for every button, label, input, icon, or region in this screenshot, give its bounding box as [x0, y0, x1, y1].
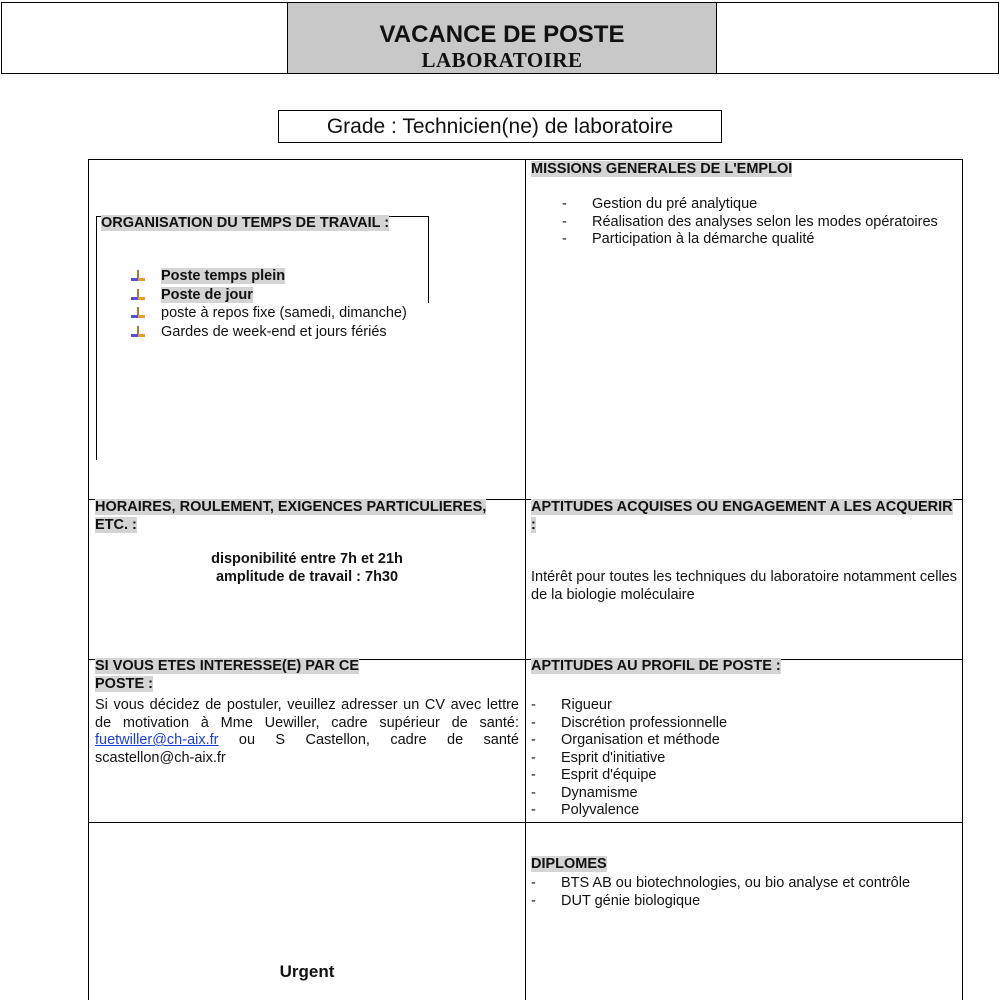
pin-bullet-icon [131, 289, 145, 301]
horaires-line-2: amplitude de travail : 7h30 [215, 568, 399, 585]
email-link[interactable]: fuetwiller@ch-aix.fr [95, 732, 219, 748]
organisation-section [101, 215, 421, 233]
diplome-item: - DUT génie biologique [531, 893, 957, 911]
diplomes-section [531, 856, 957, 874]
urgent-label: Urgent [279, 962, 335, 981]
header-subtitle: LABORATOIRE [421, 48, 583, 72]
diplome-item: - BTS AB ou biotechnologies, ou bio analyse et contrôle [531, 875, 957, 893]
horaires-section [95, 499, 519, 534]
aptitudes-profil-heading: APTITUDES AU PROFIL DE POSTE : [531, 658, 781, 674]
grade-box: Grade : Technicien(ne) de laboratoire [278, 110, 722, 143]
header-title: VACANCE DE POSTE [379, 21, 625, 48]
aptitudes-acquises-text: Intérêt pour toutes les techniques du laboratoire notamment celles de la biologie moléculaire [531, 569, 957, 603]
aptitude-item: - Rigueur [531, 697, 957, 715]
organisation-item: Gardes de week-end et jours fériés [131, 323, 511, 342]
aptitude-item: - Dynamisme [531, 785, 957, 803]
pin-bullet-icon [131, 270, 145, 282]
organisation-heading: ORGANISATION DU TEMPS DE TRAVAIL : [101, 215, 390, 231]
diplomes-list-wrap [531, 875, 957, 910]
organisation-list-wrap [131, 267, 511, 341]
aptitudes-acquises-section [531, 499, 957, 534]
horaires-details [95, 551, 519, 586]
missions-item: - Participation à la démarche qualité [562, 231, 956, 249]
diplomes-list [531, 875, 957, 910]
aptitudes-profil-list-wrap [531, 697, 957, 820]
organisation-item: Poste temps plein [131, 267, 511, 286]
aptitude-item: - Esprit d'équipe [531, 767, 957, 785]
aptitudes-acquises-heading: APTITUDES ACQUISES OU ENGAGEMENT A LES ACQUERIR : [531, 499, 953, 533]
aptitudes-profil-section [531, 658, 957, 676]
organisation-item: Poste de jour [131, 286, 511, 305]
aptitude-item: - Discrétion professionnelle [531, 715, 957, 733]
missions-item: - Réalisation des analyses selon les modes opératoires [562, 214, 956, 232]
header-title-box [287, 3, 717, 73]
aptitude-item: - Organisation et méthode [531, 732, 957, 750]
interesse-text: Si vous décidez de postuler, veuillez adresser un CV avec lettre de motivation à Mme Uewiller, cadre supérieur de santé: fuetwiller@ch-aix.fr ou S Castellon, cadre de santé scastellon@ch-aix.fr [95, 697, 519, 766]
pin-bullet-icon [131, 307, 145, 319]
row-divider [89, 822, 962, 823]
horaires-heading: HORAIRES, ROULEMENT, EXIGENCES PARTICULIERES, ETC. : [95, 499, 487, 533]
horaires-line-1: disponibilité entre 7h et 21h [211, 551, 403, 567]
organisation-item: poste à repos fixe (samedi, dimanche) [131, 304, 511, 323]
missions-item: - Gestion du pré analytique [562, 196, 956, 214]
document-header [1, 2, 999, 74]
pin-bullet-icon [131, 326, 145, 338]
diplomes-heading: DIPLOMES [531, 856, 607, 872]
aptitudes-profil-list [531, 697, 957, 820]
organisation-list [131, 267, 511, 341]
missions-heading: MISSIONS GENERALES DE L'EMPLOI [531, 161, 793, 177]
aptitude-item: - Polyvalence [531, 802, 957, 820]
interesse-heading: SI VOUS ETES INTERESSE(E) PAR CE POSTE : [95, 658, 360, 692]
aptitude-item: - Esprit d'initiative [531, 750, 957, 768]
missions-list-wrap [562, 196, 956, 249]
job-details-table [88, 159, 963, 1000]
column-divider [525, 160, 526, 1000]
missions-list [562, 196, 956, 249]
interesse-section [95, 658, 395, 693]
missions-section [531, 161, 957, 179]
